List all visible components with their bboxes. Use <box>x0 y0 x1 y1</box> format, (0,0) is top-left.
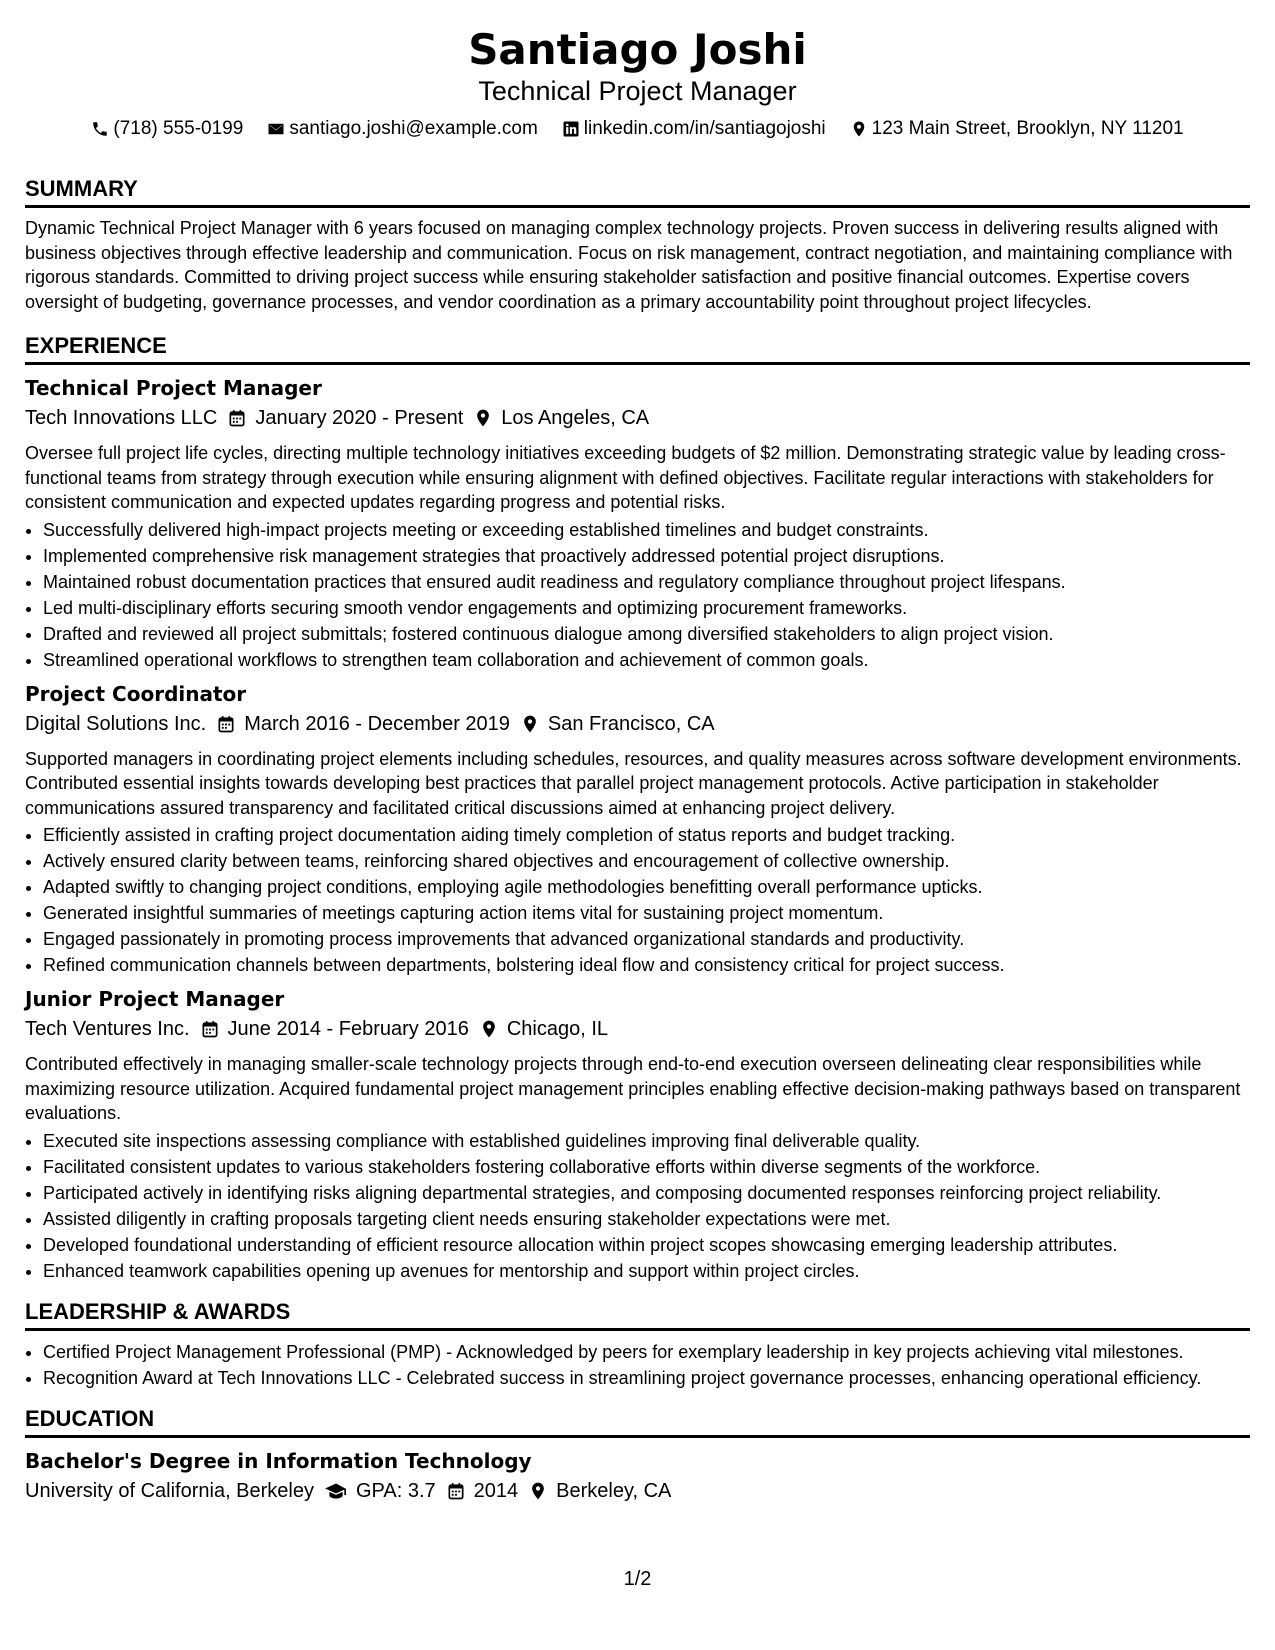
calendar-icon <box>200 1019 220 1039</box>
summary-section <box>25 175 1250 314</box>
job-bullet: • Adapted swiftly to changing project conditions, employing agile methodologies benefitting overall performance upticks. <box>43 874 1250 900</box>
education-location <box>528 1476 671 1506</box>
job-bullet: • Maintained robust documentation practices that ensured audit readiness and regulatory compliance throughout project lifespans. <box>43 569 1250 595</box>
job-company: Tech Ventures Inc. <box>25 1018 190 1040</box>
envelope-icon <box>267 120 285 138</box>
job-dates <box>216 709 510 739</box>
page-number: 1/2 <box>623 1568 652 1590</box>
calendar-icon <box>227 408 247 428</box>
degree-title: Bachelor's Degree in Information Technology <box>25 1448 532 1473</box>
job-title: Project Coordinator <box>25 681 247 706</box>
map-pin-icon <box>473 408 493 428</box>
job-dates-text: June 2014 - February 2016 <box>227 1018 469 1040</box>
education-heading: EDUCATION <box>25 1405 1250 1438</box>
education-gpa <box>324 1476 436 1506</box>
job-company: Digital Solutions Inc. <box>25 712 207 735</box>
job-bullet: • Executed site inspections assessing compliance with established guidelines improving final deliverable quality. <box>43 1128 1250 1154</box>
leadership-section <box>25 1298 1250 1391</box>
job-bullet: • Successfully delivered high-impact projects meeting or exceeding established timelines and budget constraints. <box>43 517 1250 543</box>
map-pin-icon <box>850 120 868 138</box>
job-bullets <box>25 822 1250 978</box>
education-section <box>25 1405 1250 1506</box>
job-dates-text: March 2016 - December 2019 <box>244 712 510 735</box>
job-dates <box>200 1014 469 1044</box>
job-meta <box>25 709 1250 739</box>
award-item: • Recognition Award at Tech Innovations LLC - Celebrated success in streamlining project governance processes, enhancing operational efficiency. <box>43 1365 1250 1391</box>
job-meta <box>25 1014 1250 1044</box>
job-company: Tech Innovations LLC <box>25 407 218 429</box>
job-title: Technical Project Manager <box>25 376 322 400</box>
map-pin-icon <box>520 714 540 734</box>
award-item: • Certified Project Management Professional (PMP) - Acknowledged by peers for exemplary leadership in key projects achieving vital milestones. <box>43 1339 1250 1365</box>
job-meta <box>25 403 1250 433</box>
resume-header <box>25 25 1250 141</box>
phone-text: (718) 555-0199 <box>113 118 244 139</box>
contact-linkedin[interactable] <box>562 117 826 141</box>
experience-heading: EXPERIENCE <box>25 332 1250 365</box>
job-description: Oversee full project life cycles, directing multiple technology initiatives exceeding budgets of $2 million. Demonstrating strategic value by leading cross-functional teams from strategy through execution while ensuring alignment with defined objectives. Facilitate regular interactions with stakeholders for consistent communication and expected updates regarding progress and potential risks. <box>25 443 1226 512</box>
contact-bar <box>25 117 1250 141</box>
job-location-text: Chicago, IL <box>506 1018 608 1040</box>
education-location-text: Berkeley, CA <box>556 1479 672 1502</box>
job-location <box>473 403 649 433</box>
job-bullet: • Generated insightful summaries of meetings capturing action items vital for sustaining project momentum. <box>43 900 1250 926</box>
job-entry <box>25 679 1250 979</box>
leadership-heading: LEADERSHIP & AWARDS <box>25 1298 1250 1331</box>
job-bullet: • Engaged passionately in promoting process improvements that advanced organizational standards and productivity. <box>43 926 1250 952</box>
map-pin-icon <box>479 1019 499 1039</box>
job-bullet: • Led multi-disciplinary efforts securing smooth vendor engagements and optimizing procurement frameworks. <box>43 595 1250 621</box>
phone-icon <box>91 120 109 138</box>
leadership-list <box>25 1339 1250 1391</box>
job-bullet: • Assisted diligently in crafting proposals targeting client needs ensuring stakeholder expectations were met. <box>43 1206 1250 1232</box>
job-bullet: • Enhanced teamwork capabilities opening up avenues for mentorship and support within project circles. <box>43 1258 1250 1284</box>
summary-text: Dynamic Technical Project Manager with 6 years focused on managing complex technology projects. Proven success in delivering results aligned with business objectives through effective leadership and communication. Focus on risk management, contract negotiation, and maintaining compliance with rigorous standards. Committed to driving project success while ensuring stakeholder satisfaction and positive financial outcomes. Expertise covers oversight of budgeting, governance processes, and vendor coordination as a primary accountability point throughout project lifecycles. <box>25 218 1233 312</box>
job-bullet: • Streamlined operational workflows to strengthen team collaboration and achievement of common goals. <box>43 647 1250 673</box>
resume-page <box>25 0 1250 1514</box>
map-pin-icon <box>528 1481 548 1501</box>
job-bullet: • Participated actively in identifying risks aligning departmental strategies, and composing documented responses reinforcing project reliability. <box>43 1180 1250 1206</box>
job-location <box>479 1014 608 1044</box>
education-year <box>446 1476 519 1506</box>
school-name: University of California, Berkeley <box>25 1479 314 1502</box>
graduation-cap-icon <box>324 1481 348 1501</box>
linkedin-icon <box>562 120 580 138</box>
contact-phone <box>91 117 243 141</box>
experience-section <box>25 332 1250 1284</box>
job-bullet: • Efficiently assisted in crafting project documentation aiding timely completion of status reports and budget tracking. <box>43 822 1250 848</box>
job-bullets <box>25 1128 1250 1284</box>
job-bullet: • Drafted and reviewed all project submittals; fostered continuous dialogue among diversified stakeholders to align project vision. <box>43 621 1250 647</box>
job-dates-text: January 2020 - Present <box>255 407 464 429</box>
candidate-role: Technical Project Manager <box>478 76 797 106</box>
job-bullet: • Actively ensured clarity between teams, reinforcing shared objectives and encouragement of collective ownership. <box>43 848 1250 874</box>
job-location-text: San Francisco, CA <box>547 712 715 735</box>
calendar-icon <box>216 714 236 734</box>
email-link[interactable]: santiago.joshi@example.com <box>289 118 538 139</box>
job-entry <box>25 373 1250 673</box>
job-location-text: Los Angeles, CA <box>501 407 650 429</box>
education-meta <box>25 1476 1250 1506</box>
contact-address <box>850 117 1184 141</box>
calendar-icon <box>446 1481 466 1501</box>
job-bullet: • Implemented comprehensive risk management strategies that proactively addressed potential project disruptions. <box>43 543 1250 569</box>
job-description: Supported managers in coordinating project elements including schedules, resources, and quality measures across software development environments. Contributed essential insights towards developing best practices that parallel project management protocols. Active participation in stakeholder communications assured transparency and facilitated critical discussions aimed at enhancing project delivery. <box>25 748 1242 818</box>
job-location <box>520 709 715 739</box>
year-text: 2014 <box>473 1479 519 1502</box>
job-entry <box>25 984 1250 1284</box>
job-description: Contributed effectively in managing smaller-scale technology projects through end-to-end execution overseen delineating clear responsibilities while maximizing resource utilization. Acquired fundamental project management principles enabling effective decision-making pathways based on transparent evaluations. <box>25 1054 1241 1123</box>
linkedin-link[interactable]: linkedin.com/in/santiagojoshi <box>583 118 826 139</box>
job-dates <box>227 403 463 433</box>
address-text: 123 Main Street, Brooklyn, NY 11201 <box>871 118 1184 139</box>
candidate-name: Santiago Joshi <box>468 25 807 74</box>
gpa-text: GPA: 3.7 <box>356 1479 436 1502</box>
job-bullet: • Refined communication channels between departments, bolstering ideal flow and consistency critical for project success. <box>43 952 1250 978</box>
contact-email[interactable] <box>267 117 537 141</box>
job-bullet: • Developed foundational understanding of efficient resource allocation within project scopes showcasing emerging leadership attributes. <box>43 1232 1250 1258</box>
job-bullets <box>25 517 1250 673</box>
job-bullet: • Facilitated consistent updates to various stakeholders fostering collaborative efforts within diverse segments of the workforce. <box>43 1154 1250 1180</box>
job-title: Junior Project Manager <box>25 987 285 1011</box>
summary-heading: SUMMARY <box>25 175 1250 208</box>
